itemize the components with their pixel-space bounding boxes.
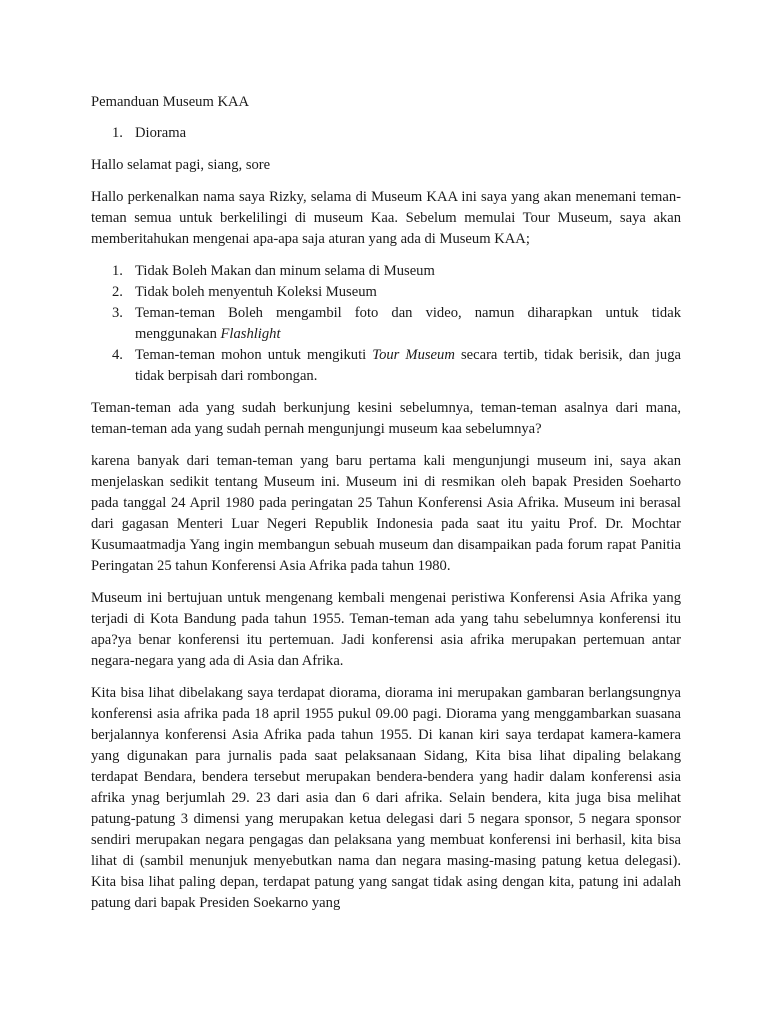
section-number: 1. [112, 125, 123, 141]
rule-item [91, 303, 681, 345]
rule-text: Tidak Boleh Makan dan minum selama di Museum [135, 263, 435, 279]
rules-list [91, 261, 681, 387]
rule-number: 2. [112, 284, 123, 300]
purpose-paragraph: Museum ini bertujuan untuk mengenang kembali mengenai peristiwa Konferensi Asia Afrika yang terjadi di Kota Bandung pada tahun 1955. Teman-teman ada yang tahu sebelumnya konferensi itu apa?ya benar konferensi itu pertemuan. Jadi konferensi asia afrika merupakan pertemuan antar negara-negara yang ada di Asia dan Afrika. [91, 590, 681, 669]
rule-number: 3. [112, 305, 123, 321]
diorama-paragraph: Kita bisa lihat dibelakang saya terdapat diorama, diorama ini merupakan gambaran berlangsungnya konferensi asia afrika pada 18 april 1955 pukul 09.00 pagi. Diorama yang menggambarkan suasana berjalannya konferensi Asia Afrika pada tahun 1955. Di kanan kiri saya terdapat kamera-kamera yang digunakan para jurnalis pada saat pelaksanaan Sidang, Kita bisa lihat dipaling belakang terdapat Bendara, bendera tersebut merupakan bendera-bendera yang hadir dalam konferensi asia afrika ynag berjumlah 29. 23 dari asia dan 6 dari afrika. Selain bendera, kita juga bisa melihat patung-patung 3 dimensi yang merupakan ketua delegasi dari 5 negara sponsor, 5 negara sponsor sendiri merupakan negara pengagas dan pelaksana yang membuat konferensi ini berhasil, kita bisa lihat di (sambil menunjuk menyebutkan nama dan negara masing-masing patung ketua delegasi). Kita bisa lihat paling depan, terdapat patung yang sangat tidak asing dengan kita, patung ini adalah patung dari bapak Presiden Soekarno yang [91, 685, 681, 911]
rule-italic-term: Tour Museum [372, 347, 455, 363]
rule-text-after: secara tertib, tidak berisik, dan juga tidak berpisah dari rombongan. [135, 347, 681, 384]
rule-number: 1. [112, 263, 123, 279]
section-label: Diorama [135, 125, 187, 141]
rule-text: Teman-teman mohon untuk mengikuti [135, 347, 373, 363]
intro-paragraph: Hallo perkenalkan nama saya Rizky, selama di Museum KAA ini saya yang akan menemani teman-teman semua untuk berkelilingi di museum Kaa. Sebelum memulai Tour Museum, saya akan memberitahukan mengenai apa-apa saja aturan yang ada di Museum KAA; [91, 189, 681, 247]
greeting-text: Hallo selamat pagi, siang, sore [91, 157, 271, 173]
history-paragraph: karena banyak dari teman-teman yang baru pertama kali mengunjungi museum ini, saya akan menjelaskan sedikit tentang Museum ini. Museum ini di resmikan oleh bapak Presiden Soeharto pada tanggal 24 April 1980 pada peringatan 25 Tahun Konferensi Asia Afrika. Museum ini berasal dari gagasan Menteri Luar Negeri Republik Indonesia pada saat itu yaitu Prof. Dr. Mochtar Kusumaatmadja Yang ingin membangun sebuah museum dan disampaikan pada forum rapat Panitia Peringatan 25 tahun Konferensi Asia Afrika pada tahun 1980. [91, 453, 681, 574]
section-list [91, 123, 681, 144]
rule-item [91, 261, 681, 282]
rule-text: Tidak boleh menyentuh Koleksi Museum [135, 284, 377, 300]
rule-item [91, 345, 681, 387]
rule-number: 4. [112, 347, 123, 363]
section-item [91, 123, 681, 144]
document-title: Pemanduan Museum KAA [91, 94, 250, 110]
question-paragraph: Teman-teman ada yang sudah berkunjung kesini sebelumnya, teman-teman asalnya dari mana, teman-teman ada yang sudah pernah mengunjungi museum kaa sebelumnya? [91, 400, 681, 437]
rule-italic-term: Flashlight [220, 326, 281, 342]
rule-text: Teman-teman Boleh mengambil foto dan video, namun diharapkan untuk tidak menggunakan [135, 305, 681, 342]
rule-item [91, 282, 681, 303]
